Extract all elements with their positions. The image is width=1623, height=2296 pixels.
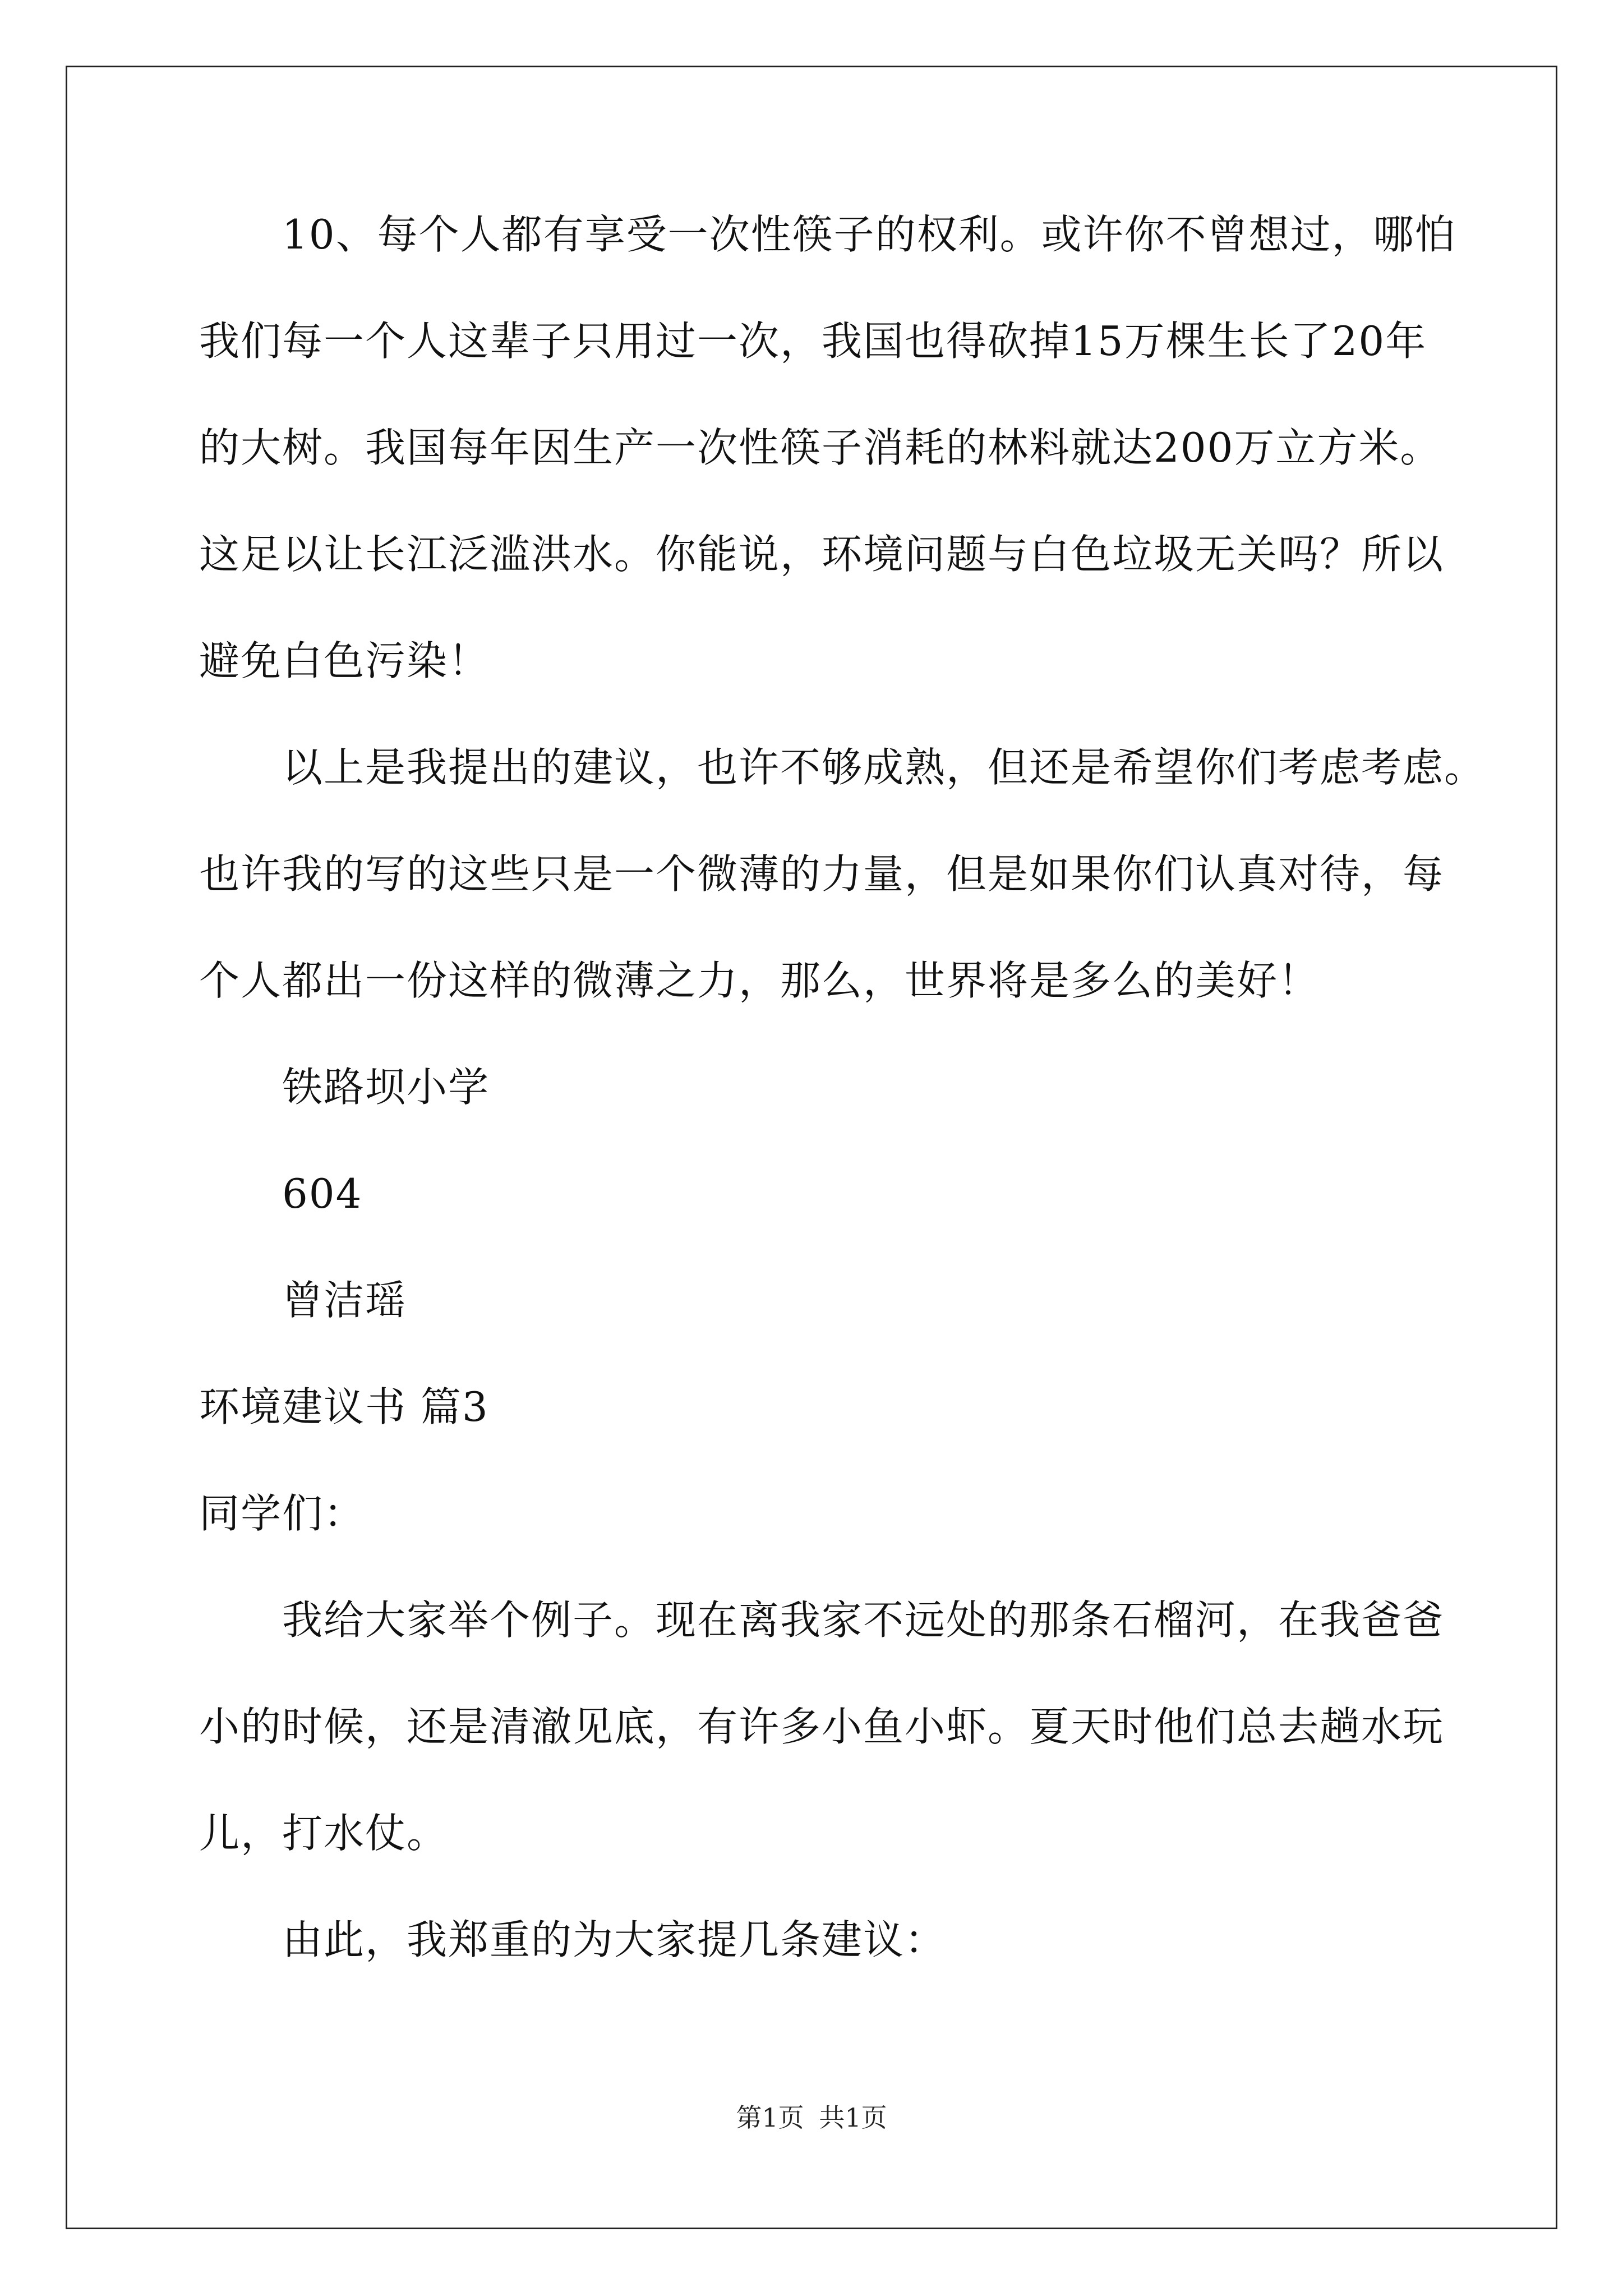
paragraph-line: 避免白色污染！ — [199, 637, 490, 684]
paragraph-line: 10、每个人都有享受一次性筷子的权利。或许你不曾想过，哪怕 — [282, 211, 1456, 258]
paragraph-line: 个人都出一份这样的微薄之力，那么，世界将是多么的美好！ — [199, 957, 1320, 1004]
paragraph-line: 的大树。我国每年因生产一次性筷子消耗的林料就达200万立方米。 — [199, 424, 1442, 471]
paragraph-line: 也许我的写的这些只是一个微薄的力量，但是如果你们认真对待，每 — [199, 850, 1445, 898]
section-heading: 环境建议书 篇3 — [199, 1383, 489, 1430]
paragraph-line: 这足以让长江泛滥洪水。你能说，环境问题与白色垃圾无关吗？所以 — [199, 531, 1445, 578]
paragraph-line: 我们每一个人这辈子只用过一次，我国也得砍掉15万棵生长了20年 — [199, 318, 1427, 365]
class-number: 604 — [282, 1170, 363, 1217]
paragraph-line: 儿，打水仗。 — [199, 1810, 449, 1857]
page-border — [66, 66, 1557, 2229]
paragraph-line: 小的时候，还是清澈见底，有许多小鱼小虾。夏天时他们总去趟水玩 — [199, 1703, 1445, 1750]
author-name: 曾洁瑶 — [282, 1277, 407, 1324]
paragraph-line: 以上是我提出的建议，也许不够成熟，但还是希望你们考虑考虑。 — [282, 744, 1486, 791]
paragraph-line: 我给大家举个例子。现在离我家不远处的那条石榴河，在我爸爸 — [282, 1596, 1445, 1644]
page-footer — [0, 2101, 1623, 2134]
page-number: 第1页 — [736, 2102, 804, 2133]
salutation: 同学们： — [199, 1490, 366, 1537]
paragraph-line: 由此，我郑重的为大家提几条建议： — [282, 1916, 947, 1963]
total-pages: 共1页 — [819, 2102, 887, 2133]
school-name: 铁路坝小学 — [282, 1064, 490, 1111]
